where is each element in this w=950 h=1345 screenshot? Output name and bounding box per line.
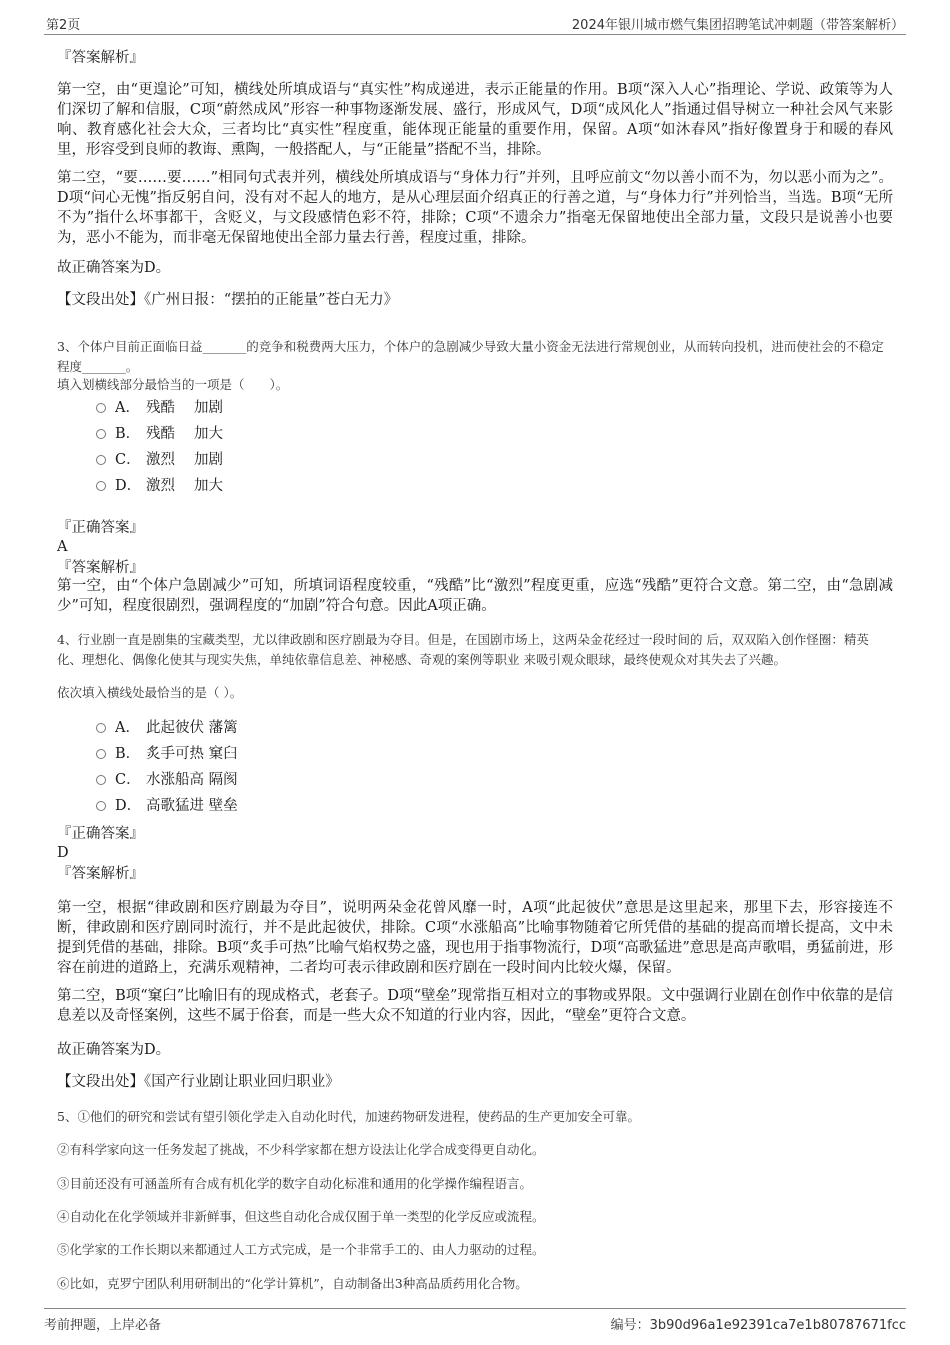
q3-option-c[interactable]: C． 激烈 加剧: [96, 450, 223, 470]
q2-analysis-p2: 第二空，“要……要……”相同句式表并列，横线处所填成语与“身体力行”并列，且呼应前文“勿以善小而不为，勿以恶小而为之”。D项“问心无愧”指反躬自问，没有对不起人的地方，是从心理层面介绍真正的行善之道，与“身体力行”并列恰当，当选。B项“无所不为”指什么坏事都干，含贬义，与文段感情色彩不符，排除；C项“不遗余力”指毫无保留地使出全部力量，文段只是说善小也要为，恶小不能为，而非毫无保留地使出全部力量去行善，程度过重，排除。: [57, 170, 893, 246]
page-header: [44, 12, 906, 35]
radio-button[interactable]: [96, 481, 106, 491]
q5-item-3: ③目前还没有可涵盖所有合成有机化学的数字自动化标准和通用的化学操作编程语言。: [57, 1176, 533, 1191]
q2-conclusion: 故正确答案为D。: [57, 260, 171, 276]
page-footer: [44, 1308, 906, 1333]
q3-prompt: 填入划横线部分最恰当的一项是（ ）。: [57, 377, 289, 392]
radio-button[interactable]: [96, 749, 106, 759]
q3-option-a[interactable]: A． 残酷 加剧: [96, 398, 223, 418]
q5-item-4: ④自动化在化学领域并非新鲜事，但这些自动化合成仅囿于单一类型的化学反应或流程。: [57, 1209, 545, 1224]
q4-option-c[interactable]: C． 水涨船高 隔阂: [96, 770, 238, 790]
radio-button[interactable]: [96, 455, 106, 465]
q3-option-b[interactable]: B． 残酷 加大: [96, 424, 223, 444]
q4-answer: D: [57, 845, 69, 861]
q4-option-b[interactable]: B． 炙手可热 窠臼: [96, 744, 238, 764]
q5-item-1: 5、①他们的研究和尝试有望引领化学走入自动化时代，加速药物研发进程，使药品的生产更加安全可靠。: [57, 1109, 640, 1124]
radio-button[interactable]: [96, 403, 106, 413]
page-number: 第2页: [46, 18, 81, 33]
radio-button[interactable]: [96, 429, 106, 439]
q3-answer-label: 『正确答案』: [57, 520, 144, 536]
q4-answer-label: 『正确答案』: [57, 826, 144, 842]
q3-analysis: 第一空，由“个体户急剧减少”可知，所填词语程度较重，“残酷”比“激烈”程度更重，应选“残酷”更符合文意。第二空，由“急剧减少”可知，程度很剧烈，强调程度的“加剧”符合句意。因此A项正确。: [57, 578, 893, 614]
footer-slogan: 考前押题，上岸必备: [44, 1318, 162, 1333]
q4-option-a[interactable]: A． 此起彼伏 藩篱: [96, 718, 238, 738]
q3-analysis-label: 『答案解析』: [57, 560, 144, 576]
radio-button[interactable]: [96, 723, 106, 733]
q5-item-5: ⑤化学家的工作长期以来都通过人工方式完成，是一个非常手工的、由人力驱动的过程。: [57, 1242, 545, 1257]
q4-source: 【文段出处】《国产行业剧让职业回归职业》: [57, 1074, 340, 1090]
q5-item-6: ⑥比如，克罗宁团队利用研制出的“化学计算机”，自动制备出3种高品质药用化合物。: [57, 1276, 528, 1291]
q4-analysis-label: 『答案解析』: [57, 866, 144, 882]
q2-source: 【文段出处】《广州日报：“摆拍的正能量”苍白无力》: [57, 292, 399, 308]
q3-stem: 3、个体户目前正面临日益_______的竞争和税费两大压力，个体户的急剧减少导致大量小资金无法进行常规创业，从而转向投机，进而使社会的不稳定程度_______。: [57, 339, 884, 374]
q3-option-d[interactable]: D． 激烈 加大: [96, 476, 223, 496]
radio-button[interactable]: [96, 775, 106, 785]
q5-item-2: ②有科学家向这一任务发起了挑战，不少科学家都在想方设法让化学合成变得更自动化。: [57, 1142, 545, 1157]
q4-conclusion: 故正确答案为D。: [57, 1042, 171, 1058]
q4-option-d[interactable]: D． 高歌猛进 壁垒: [96, 796, 238, 816]
q4-analysis-p2: 第二空，B项“窠臼”比喻旧有的现成格式，老套子。D项“壁垒”现常指互相对立的事物或界限。文中强调行业剧在创作中依靠的是信息差以及奇怪案例，这些不属于俗套，而是一些大众不知道的行业内容，因此，“壁垒”更符合文意。: [57, 988, 893, 1024]
radio-button[interactable]: [96, 801, 106, 811]
q4-analysis-p1: 第一空，根据“律政剧和医疗剧最为夺目”，说明两朵金花曾风靡一时，A项“此起彼伏”意思是这里起来，那里下去，形容接连不断，律政剧和医疗剧同时流行，并不是此起彼伏，排除。C项“水涨船高”比喻事物随着它所凭借的基础的提高而增长提高，文中未提到凭借的基础，排除。B项“炙手可热”比喻气焰权势之盛，现也用于指事物流行，D项“高歌猛进”意思是高声歌唱，勇猛前进，形容在前进的道路上，充满乐观精神，二者均可表示律政剧和医疗剧在一段时间内比较火爆，保留。: [57, 900, 893, 976]
q4-stem: 4、行业剧一直是剧集的宝藏类型，尤以律政剧和医疗剧最为夺目。但是，在国剧市场上，这两朵金花经过一段时间的 后，双双陷入创作怪圈：精英化、理想化、偶像化使其与现实失焦，单纯依靠信息差、神秘感、奇观的案例等职业 来吸引观众眼球，最终使观众对其失去了兴趣。: [57, 632, 869, 667]
q2-analysis-label: 『答案解析』: [57, 50, 144, 66]
q4-prompt: 依次填入横线处最恰当的是（ ）。: [57, 685, 243, 700]
document-title: 2024年银川城市燃气集团招聘笔试冲刺题（带答案解析）: [571, 18, 904, 33]
q3-answer: A: [57, 539, 68, 555]
document-id: 编号：3b90d96a1e92391ca7e1b80787671fcc: [610, 1318, 906, 1333]
q2-analysis-p1: 第一空，由“更遑论”可知，横线处所填成语与“真实性”构成递进，表示正能量的作用。B项“深入人心”指理论、学说、政策等为人们深切了解和信服，C项“蔚然成风”形容一种事物逐渐发展、盛行，形成风气，D项“成风化人”指通过倡导树立一种社会风气来影响、教育感化社会大众，三者均比“真实性”程度重，能体现正能量的重要作用，保留。A项“如沐春风”指好像置身于和暖的春风里，形容受到良师的教诲、熏陶，一般搭配人，与“正能量”搭配不当，排除。: [57, 82, 893, 158]
